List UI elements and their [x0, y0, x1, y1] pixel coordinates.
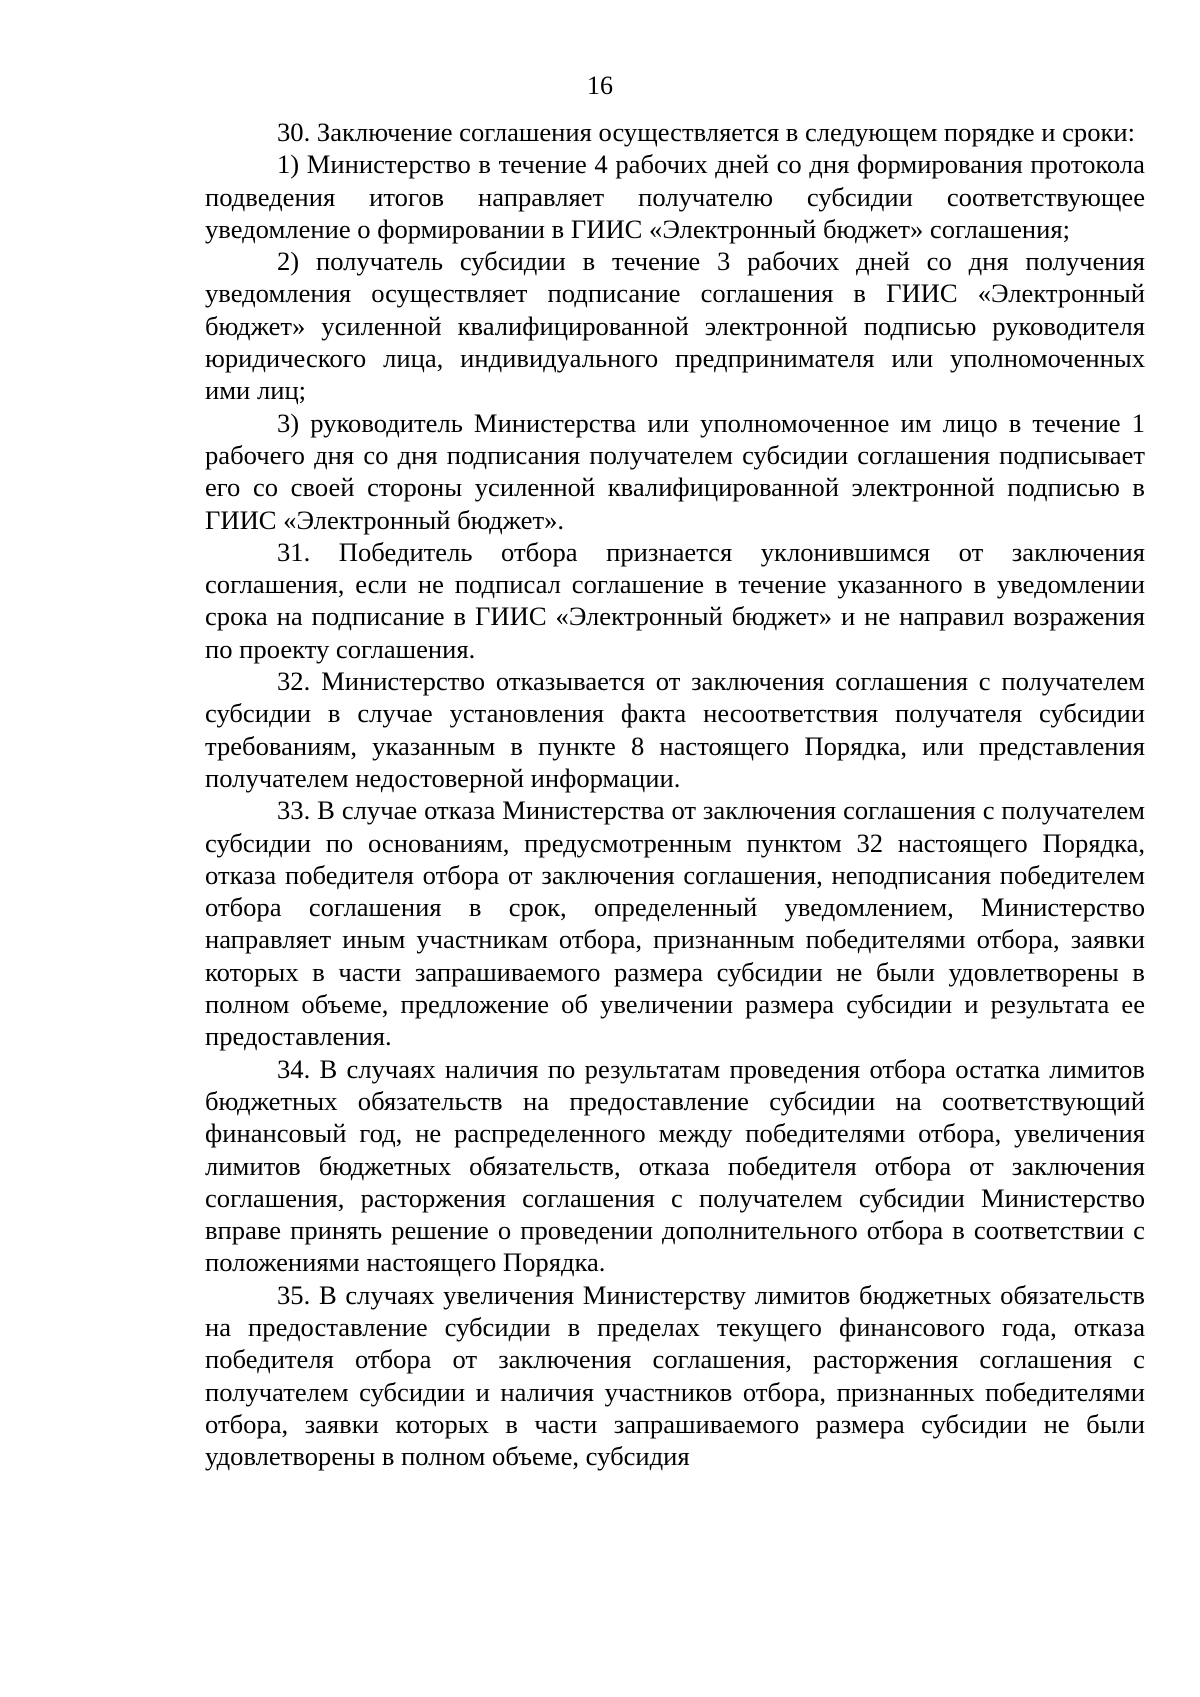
paragraph-30: 30. Заключение соглашения осуществляется в следующем порядке и сроки:	[277, 117, 1136, 147]
paragraph-30-item-1: 1) Министерство в течение 4 рабочих дней со дня формирования протокола подведения итогов направляет получателю субсидии соответствующее уведомление о формировании в ГИИС «Электронный бюджет» соглашения;	[205, 149, 1145, 244]
page-number: 16	[587, 71, 613, 100]
paragraph-30-item-2: 2) получатель субсидии в течение 3 рабочих дней со дня получения уведомления осуществляет подписание соглашения в ГИИС «Электронный бюджет» усиленной квалифицированной электронной подписью руководителя юридического лица, индивидуального предпринимателя или уполномоченных ими лиц;	[205, 246, 1145, 406]
paragraph-30-item-3: 3) руководитель Министерства или уполномоченное им лицо в течение 1 рабочего дня со дня подписания получателем субсидии соглашения подписывает его со своей стороны усиленной квалифицированной электронной подписью в ГИИС «Электронный бюджет».	[205, 407, 1145, 535]
paragraph-34: 34. В случаях наличия по результатам проведения отбора остатка лимитов бюджетных обязательств на предоставление субсидии на соответствующий финансовый год, не распределенного между победителями отбора, увеличения лимитов бюджетных обязательств, отказа победителя отбора от заключения соглашения, расторжения соглашения с получателем субсидии Министерство вправе принять решение о проведении дополнительного отбора в соответствии с положениями настоящего Порядка.	[205, 1053, 1145, 1278]
document-body	[205, 116, 1145, 1472]
paragraph-32: 32. Министерство отказывается от заключения соглашения с получателем субсидии в случае установления факта несоответствия получателя субсидии требованиям, указанным в пункте 8 настоящего Порядка, или представления получателем недостоверной информации.	[205, 666, 1145, 793]
paragraph-31: 31. Победитель отбора признается уклонившимся от заключения соглашения, если не подписал соглашение в течение указанного в уведомлении срока на подписание в ГИИС «Электронный бюджет» и не направил возражения по проекту соглашения.	[205, 536, 1145, 664]
paragraph-35: 35. В случаях увеличения Министерству лимитов бюджетных обязательств на предоставление субсидии в пределах текущего финансового года, отказа победителя отбора от заключения соглашения, расторжения соглашения с получателем субсидии и наличия участников отбора, признанных победителями отбора, заявки которых в части запрашиваемого размера субсидии не были удовлетворены в полном объеме, субсидия	[205, 1279, 1145, 1472]
paragraph-33: 33. В случае отказа Министерства от заключения соглашения с получателем субсидии по основаниям, предусмотренным пунктом 32 настоящего Порядка, отказа победителя отбора от заключения соглашения, неподписания победителем отбора соглашения в срок, определенный уведомлением, Министерство направляет иным участникам отбора, признанным победителями отбора, заявки которых в части запрашиваемого размера субсидии не были удовлетворены в полном объеме, предложение об увеличении размера субсидии и результата ее предоставления.	[205, 795, 1145, 1052]
